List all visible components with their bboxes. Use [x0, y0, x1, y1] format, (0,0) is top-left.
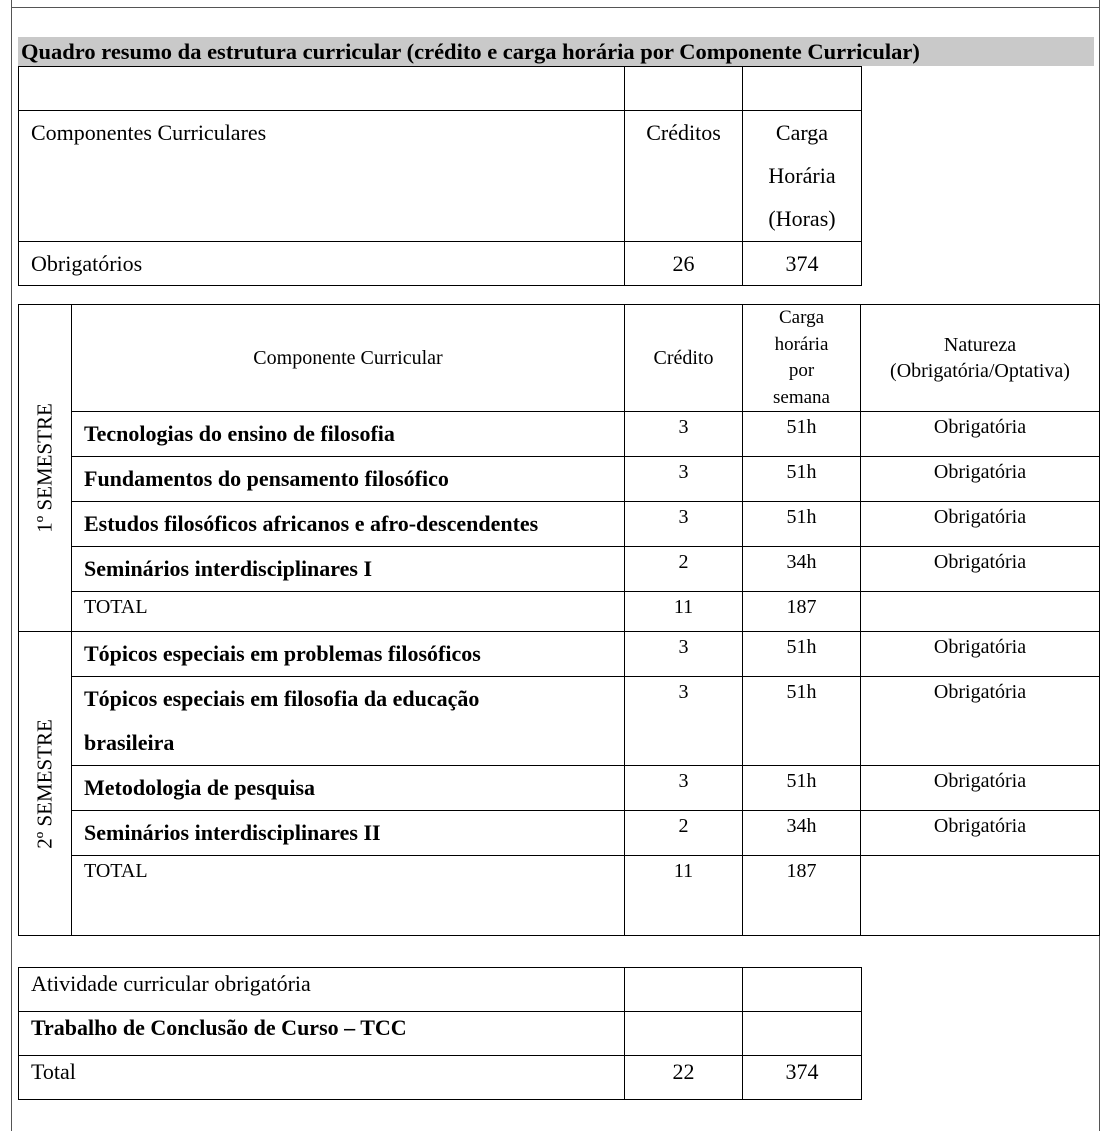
total-hours: 187 [743, 856, 861, 936]
header-component: Componente Curricular [72, 305, 625, 412]
component-nature: Obrigatória [861, 457, 1100, 502]
component-name-line2: brasileira [84, 730, 175, 755]
table-cell [625, 968, 743, 1012]
total-credit: 11 [625, 856, 743, 936]
component-nature: Obrigatória [861, 547, 1100, 592]
table-row [19, 632, 1100, 677]
header-hours-line3: (Horas) [768, 206, 836, 231]
total-row [19, 856, 1100, 936]
semesters-table [18, 304, 1100, 936]
header-weekly-hours-line4: semana [773, 386, 830, 408]
total-label: TOTAL [72, 856, 625, 936]
total-hours: 187 [743, 592, 861, 632]
summary-row-credits: 26 [625, 242, 743, 286]
component-credit: 3 [625, 502, 743, 547]
table-cell [625, 67, 743, 111]
activities-table [18, 967, 862, 1100]
table-row [19, 1012, 862, 1056]
summary-header-row [19, 111, 862, 242]
grand-total-label: Total [19, 1056, 625, 1100]
component-name: Estudos filosóficos africanos e afro-descendentes [72, 502, 625, 547]
component-hours: 51h [743, 412, 861, 457]
header-hours-line1: Carga [775, 120, 829, 145]
table-cell [743, 67, 862, 111]
table-cell [743, 968, 862, 1012]
table-cell [743, 1012, 862, 1056]
header-nature-line2: (Obrigatória/Optativa) [890, 360, 1070, 382]
summary-row-hours: 374 [743, 242, 862, 286]
activity-label: Atividade curricular obrigatória [19, 968, 625, 1012]
component-hours: 51h [743, 632, 861, 677]
header-nature [861, 305, 1100, 412]
header-credits: Créditos [625, 111, 743, 242]
grand-total-credits: 22 [625, 1056, 743, 1100]
component-name [72, 677, 625, 766]
table-row [19, 677, 1100, 766]
component-credit: 2 [625, 811, 743, 856]
component-nature: Obrigatória [861, 811, 1100, 856]
header-credit: Crédito [625, 305, 743, 412]
component-credit: 3 [625, 412, 743, 457]
page-title: Quadro resumo da estrutura curricular (crédito e carga horária por Componente Curricular) [18, 37, 1094, 66]
total-row [19, 1056, 862, 1100]
tcc-label: Trabalho de Conclusão de Curso – TCC [19, 1012, 625, 1056]
semester-1-cell [19, 305, 72, 632]
component-nature: Obrigatória [861, 502, 1100, 547]
summary-empty-row [19, 67, 862, 111]
header-weekly-hours-line3: por [788, 360, 815, 381]
header-weekly-hours-line2: horária [774, 333, 829, 355]
header-components: Componentes Curriculares [19, 111, 625, 242]
total-row [19, 592, 1100, 632]
table-cell [861, 856, 1100, 936]
table-row [19, 811, 1100, 856]
summary-row [19, 242, 862, 286]
component-hours: 34h [743, 547, 861, 592]
component-credit: 3 [625, 632, 743, 677]
table-row [19, 502, 1100, 547]
component-credit: 2 [625, 547, 743, 592]
table-row [19, 766, 1100, 811]
total-label: TOTAL [72, 592, 625, 632]
component-credit: 3 [625, 677, 743, 766]
total-credit: 11 [625, 592, 743, 632]
component-credit: 3 [625, 766, 743, 811]
component-name: Fundamentos do pensamento filosófico [72, 457, 625, 502]
table-row [19, 457, 1100, 502]
summary-row-label: Obrigatórios [19, 242, 625, 286]
semester-1-label: 1º SEMESTRE [32, 403, 57, 533]
component-nature: Obrigatória [861, 677, 1100, 766]
table-row [19, 968, 862, 1012]
component-name: Seminários interdisciplinares I [72, 547, 625, 592]
component-name: Tópicos especiais em problemas filosóficos [72, 632, 625, 677]
header-nature-line1: Natureza [943, 334, 1017, 356]
component-hours: 51h [743, 766, 861, 811]
component-nature: Obrigatória [861, 766, 1100, 811]
component-name: Metodologia de pesquisa [72, 766, 625, 811]
header-hours [743, 111, 862, 242]
component-hours: 34h [743, 811, 861, 856]
component-name: Tecnologias do ensino de filosofia [72, 412, 625, 457]
semester-2-label: 2º SEMESTRE [32, 718, 57, 849]
table-cell [19, 67, 625, 111]
component-nature: Obrigatória [861, 412, 1100, 457]
component-name: Seminários interdisciplinares II [72, 811, 625, 856]
table-cell [625, 1012, 743, 1056]
semester-2-cell [19, 632, 72, 936]
grand-total-hours: 374 [743, 1056, 862, 1100]
top-rule [11, 7, 1100, 8]
component-hours: 51h [743, 457, 861, 502]
table-cell [861, 592, 1100, 632]
component-hours: 51h [743, 502, 861, 547]
component-hours: 51h [743, 677, 861, 766]
table-row [19, 547, 1100, 592]
component-name-line1: Tópicos especiais em filosofia da educação [84, 686, 480, 711]
component-credit: 3 [625, 457, 743, 502]
header-weekly-hours [743, 305, 861, 412]
header-hours-line2: Horária [768, 163, 836, 188]
component-nature: Obrigatória [861, 632, 1100, 677]
semesters-header-row [19, 305, 1100, 412]
summary-table [18, 66, 862, 286]
table-row [19, 412, 1100, 457]
header-weekly-hours-line1: Carga [778, 307, 825, 328]
